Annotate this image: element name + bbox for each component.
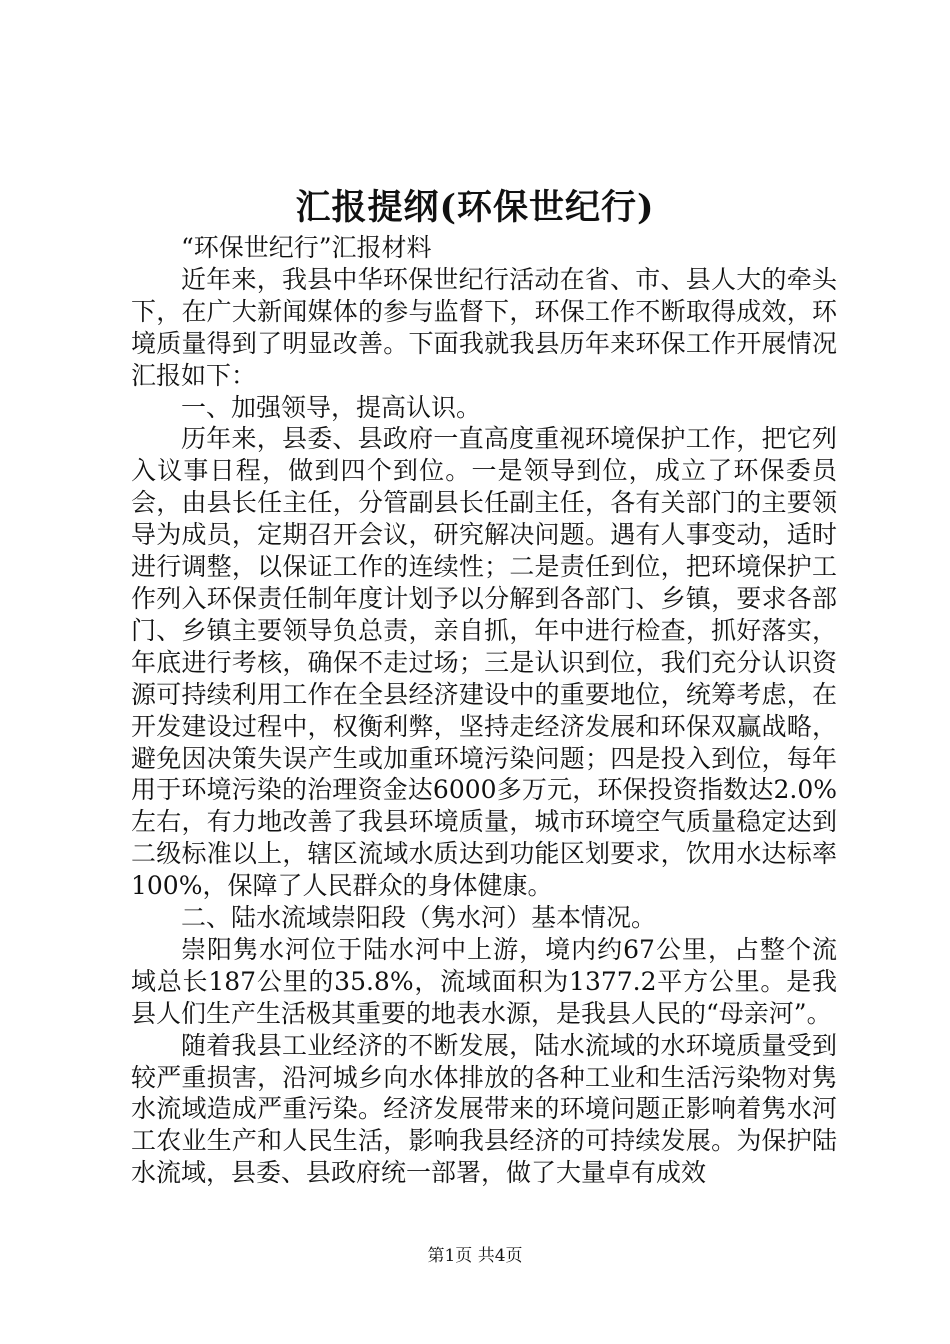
- paragraph-river-overview: 崇阳隽水河位于陆水河中上游，境内约67公里，占整个流域总长187公里的35.8%，流域面积为1377.2平方公里。是我县人们生产生活极其重要的地表水源，是我县人民的“母亲河”。: [131, 934, 837, 1028]
- section-heading-1: 一、加强领导，提高认识。: [181, 392, 482, 422]
- document-body: [131, 232, 837, 1189]
- paragraph-pollution: 随着我县工业经济的不断发展，陆水流域的水环境质量受到较严重损害，沿河城乡向水体排放的各种工业和生活污染物对隽水流域造成严重污染。经济发展带来的环境问题正影响着隽水河工农业生产和人民生活，影响我县经济的可持续发展。为保护陆水流域，县委、县政府统一部署，做了大量卓有成效: [131, 1030, 837, 1188]
- page-footer: 第1页 共4页: [427, 1246, 523, 1266]
- paragraph-intro: 近年来，我县中华环保世纪行活动在省、市、县人大的牵头下，在广大新闻媒体的参与监督下，环保工作不断取得成效，环境质量得到了明显改善。下面我就我县历年来环保工作开展情况汇报如下：: [131, 264, 837, 390]
- paragraph-subtitle: “环保世纪行”汇报材料: [181, 233, 432, 262]
- paragraph-leadership: 历年来，县委、县政府一直高度重视环境保护工作，把它列入议事日程，做到四个到位。一是领导到位，成立了环保委员会，由县长任主任，分管副县长任副主任，各有关部门的主要领导为成员，定期召开会议，研究解决问题。遇有人事变动，适时进行调整，以保证工作的连续性；二是责任到位，把环境保护工作列入环保责任制年度计划予以分解到各部门、乡镇，要求各部门、乡镇主要领导负总责，亲自抓，年中进行检查，抓好落实，年底进行考核，确保不走过场；三是认识到位，我们充分认识资源可持续利用工作在全县经济建设中的重要地位，统筹考虑，在开发建设过程中，权衡利弊，坚持走经济发展和环保双赢战略，避免因决策失误产生或加重环境污染问题；四是投入到位，每年用于环境污染的治理资金达6000多万元，环保投资指数达2.0%左右，有力地改善了我县环境质量，城市环境空气质量稳定达到二级标准以上，辖区流域水质达到功能区划要求，饮用水达标率100%，保障了人民群众的身体健康。: [131, 424, 837, 901]
- section-heading-2: 二、陆水流域崇阳段（隽水河）基本情况。: [181, 903, 657, 933]
- document-title: 汇报提纲(环保世纪行): [295, 187, 655, 228]
